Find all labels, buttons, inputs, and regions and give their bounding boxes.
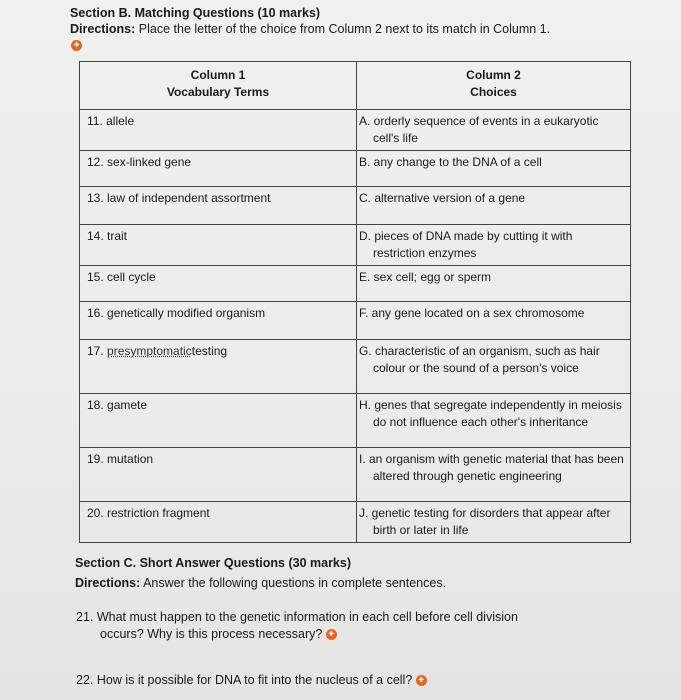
section-c-directions bbox=[75, 576, 446, 590]
term-cell: 12. sex-linked gene bbox=[87, 155, 192, 169]
question-22 bbox=[76, 672, 427, 689]
choice-cell: H. genes that segregate independently in meiosis do not influence each other's inheritance bbox=[359, 398, 622, 429]
term-cell: 13. law of independent assortment bbox=[87, 191, 271, 205]
directions-text: Answer the following questions in complete sentences. bbox=[143, 576, 447, 590]
marker-icon[interactable]: ✚ bbox=[326, 629, 337, 640]
choice-cell: F. any gene located on a sex chromosome bbox=[359, 306, 585, 320]
term-cell: 14. trait bbox=[87, 229, 128, 243]
section-b-title: Section B. Matching Questions (10 marks) bbox=[70, 6, 321, 20]
term-cell: 11. allele bbox=[87, 114, 135, 128]
marker-icon[interactable]: ✚ bbox=[71, 38, 82, 52]
term-cell: 16. genetically modified organism bbox=[87, 306, 266, 320]
choice-cell: I. an organism with genetic material that has been altered through genetic engineering bbox=[359, 452, 624, 483]
table-row bbox=[80, 225, 631, 266]
term-blurred-word: presymptomatic bbox=[107, 344, 192, 358]
section-c-title: Section C. Short Answer Questions (30 marks) bbox=[75, 556, 351, 570]
question-21-line-2 bbox=[76, 626, 518, 643]
table-header-row bbox=[80, 62, 631, 110]
column-2-header bbox=[357, 62, 631, 110]
column-2-title: Column 2 bbox=[466, 68, 521, 82]
table-row bbox=[80, 302, 631, 340]
column-1-subtitle: Vocabulary Terms bbox=[166, 85, 270, 99]
question-21-text: occurs? Why is this process necessary? bbox=[100, 627, 323, 641]
table-row bbox=[80, 266, 631, 302]
column-1-header bbox=[80, 62, 357, 110]
directions-label: Directions: bbox=[70, 22, 136, 36]
choice-cell: G. characteristic of an organism, such as hair colour or the sound of a person's voice bbox=[359, 344, 600, 375]
question-21-line-1: 21. What must happen to the genetic information in each cell before cell division bbox=[76, 610, 518, 624]
column-1-title: Column 1 bbox=[190, 68, 246, 82]
choice-cell: C. alternative version of a gene bbox=[359, 191, 526, 205]
table-row bbox=[80, 187, 631, 225]
table-row bbox=[80, 151, 631, 187]
choice-cell: A. orderly sequence of events in a eukaryotic cell's life bbox=[359, 114, 599, 145]
question-21 bbox=[76, 609, 518, 643]
table-row bbox=[80, 394, 631, 448]
term-cell: 20. restriction fragment bbox=[87, 506, 210, 520]
term-cell: 19. mutation bbox=[87, 452, 154, 466]
term-cell bbox=[80, 340, 356, 363]
term-number: 17. bbox=[87, 344, 104, 358]
choice-cell: B. any change to the DNA of a cell bbox=[359, 155, 542, 169]
table-row bbox=[80, 340, 631, 394]
directions-label: Directions: bbox=[75, 576, 141, 590]
matching-table bbox=[79, 61, 631, 543]
term-cell: 15. cell cycle bbox=[87, 270, 156, 284]
table-row bbox=[80, 110, 631, 151]
question-22-text: 22. How is it possible for DNA to fit into the nucleus of a cell? bbox=[76, 673, 413, 687]
term-cell: 18. gamete bbox=[87, 398, 148, 412]
section-b-directions bbox=[70, 22, 550, 36]
directions-text: Place the letter of the choice from Column 2 next to its match in Column 1. bbox=[138, 22, 551, 36]
choice-cell: D. pieces of DNA made by cutting it with restriction enzymes bbox=[359, 229, 573, 260]
choice-cell: J. genetic testing for disorders that appear after birth or later in life bbox=[359, 506, 611, 537]
term-rest: testing bbox=[191, 344, 228, 358]
column-2-subtitle: Choices bbox=[470, 85, 517, 99]
table-row bbox=[80, 448, 631, 502]
marker-icon[interactable]: ✚ bbox=[416, 675, 427, 686]
choice-cell: E. sex cell; egg or sperm bbox=[359, 270, 492, 284]
table-row bbox=[80, 502, 631, 543]
